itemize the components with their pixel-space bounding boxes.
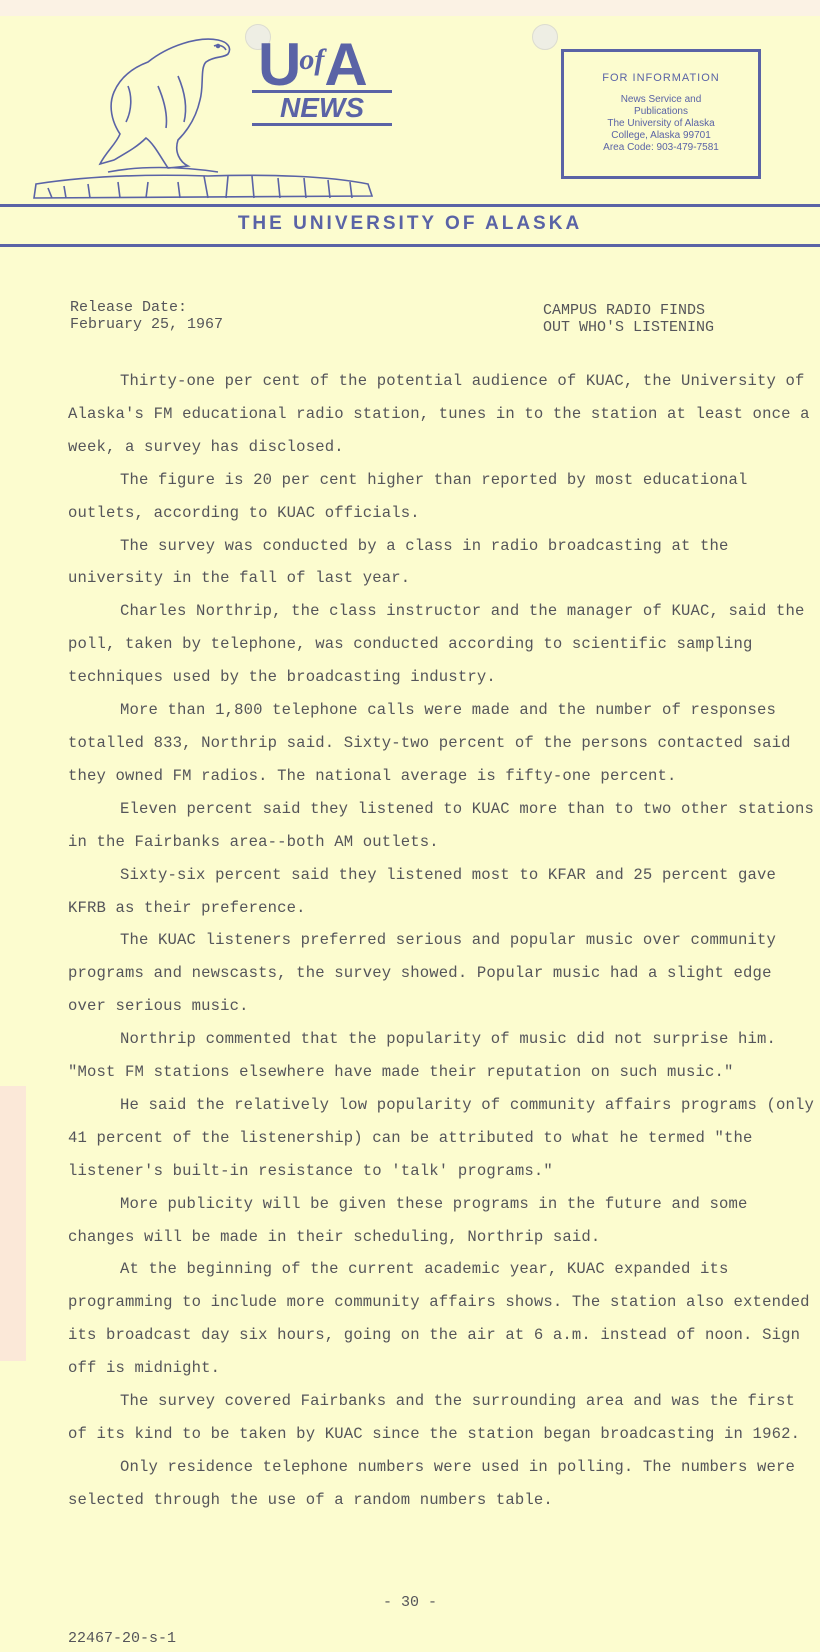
- headline-line: CAMPUS RADIO FINDS: [543, 302, 706, 319]
- release-label: Release Date:: [70, 299, 188, 316]
- end-mark: - 30 -: [382, 1594, 437, 1611]
- info-box-line: Area Code: 903-479-7581: [603, 142, 719, 153]
- article-body: [68, 365, 816, 1517]
- paragraph: At the beginning of the current academic year, KUAC expanded its programming to include more community affairs shows. The station also extended its broadcast day six hours, going on the air at 6 a.m. instead of noon. Sign off is midnight.: [68, 1260, 810, 1378]
- paragraph: Sixty-six percent said they listened most to KFAR and 25 percent gave KFRB as their preference.: [68, 865, 777, 917]
- info-box: [561, 49, 761, 179]
- document-page: [0, 16, 820, 1652]
- paragraph: More than 1,800 telephone calls were made and the number of responses totalled 833, Northrip said. Sixty-two percent of the persons contacted said they owned FM radios. The national average is fifty-one percent.: [68, 701, 791, 785]
- paragraph: The KUAC listeners preferred serious and popular music over community programs and newscasts, the survey showed. Popular music had a slight edge over serious music.: [68, 931, 777, 1016]
- file-code: 22467-20-s-1: [68, 1630, 177, 1647]
- punch-hole: [532, 24, 558, 50]
- paragraph: Northrip commented that the popularity of music did not surprise him. "Most FM stations elsewhere have made their reputation on such music.": [68, 1030, 777, 1082]
- release-date: February 25, 1967: [70, 316, 224, 333]
- news-logo-text: NEWS: [252, 90, 392, 126]
- paragraph: The figure is 20 per cent higher than reported by most educational outlets, according to KUAC officials.: [68, 470, 748, 522]
- info-box-title: FOR INFORMATION: [602, 72, 720, 84]
- university-name: THE UNIVERSITY OF ALASKA: [237, 213, 583, 234]
- info-box-line: News Service and: [620, 94, 702, 105]
- paragraph: The survey covered Fairbanks and the surrounding area and was the first of its kind to be taken by KUAC since the station began broadcasting in 1962.: [68, 1392, 801, 1443]
- header-rule-bottom: [0, 244, 820, 247]
- release-date-block: [70, 299, 223, 333]
- page-edge-shading: [0, 1086, 26, 1361]
- info-box-line: The University of Alaska: [607, 118, 715, 129]
- paragraph: Eleven percent said they listened to KUAC more than to two other stations in the Fairbanks area--both AM outlets.: [68, 799, 815, 851]
- paragraph: Charles Northrip, the class instructor and the manager of KUAC, said the poll, taken by telephone, was conducted according to scientific sampling techniques used by the broadcasting industry.: [68, 602, 805, 687]
- info-box-line: College, Alaska 99701: [611, 130, 711, 141]
- headline: [543, 302, 714, 336]
- header-rule-top: [0, 204, 820, 207]
- headline-line: OUT WHO'S LISTENING: [543, 319, 715, 336]
- paragraph: More publicity will be given these programs in the future and some changes will be made in their scheduling, Northrip said.: [68, 1194, 748, 1246]
- info-box-line: Publications: [634, 106, 688, 117]
- paragraph: He said the relatively low popularity of community affairs programs (only 41 percent of the listenership) can be attributed to what he termed "the listener's built-in resistance to 'talk' programs.": [68, 1095, 815, 1180]
- paragraph: Thirty-one per cent of the potential audience of KUAC, the University of Alaska's FM educational radio station, tunes in to the station at least once a week, a survey has disclosed.: [68, 372, 810, 456]
- paragraph: Only residence telephone numbers were used in polling. The numbers were selected through the use of a random numbers table.: [68, 1457, 796, 1509]
- paragraph: The survey was conducted by a class in radio broadcasting at the university in the fall of last year.: [68, 536, 729, 588]
- ua-logo: $U^{of}A$: [258, 31, 366, 98]
